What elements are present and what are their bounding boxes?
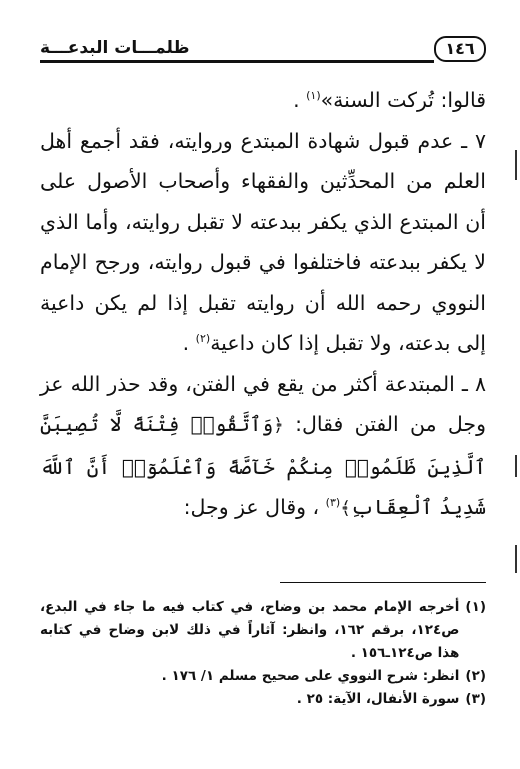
footnote-text: انظر: شرح النووي على صحيح مسلم ١/ ١٧٦ . [161,668,460,684]
scan-edge-mark [515,150,517,180]
paragraph-8-text: ٨ ـ المبتدعة أكثر من يقع في الفتن، وقد حذر الله عز وجل من الفتن فقال: [40,371,487,436]
footnote-number: (٣) [465,691,486,707]
header-title: ظلمـــات البدعـــة [40,38,190,58]
scan-edge-mark [515,545,517,573]
footnote-number: (٢) [465,668,486,684]
footnote-1 [40,596,486,665]
quran-open-ornament: ﴿ [273,415,284,436]
footnote-2 [40,665,486,688]
footnotes [40,596,486,711]
footnote-text: سورة الأنفال، الآية: ٢٥ . [296,691,460,707]
line1-text: قالوا: تُركت السنة» [320,88,486,112]
paragraph-7-text: ٧ ـ عدم قبول شهادة المبتدع وروايته، فقد أجمع أهل العلم من المحدِّثين والفقهاء وأصحاب الأصول على أن المبتدع الذي يكفر ببدعته لا تقبل روايته، وأما الذي لا يكفر ببدعته فاختلفوا في قبول روايته، ورجح الإمام النووي رحمه الله أن روايته تقبل إذا لم يكن داعية إلى بدعته، ولا تقبل إذا كان داعية [40,128,486,355]
footnote-3 [40,688,486,711]
paragraph-continuation [40,80,486,121]
paragraph-8 [40,364,486,530]
footnote-ref-3[interactable]: (٣) [325,496,341,510]
footnote-number: (١) [465,599,486,615]
scan-edge-mark [515,455,517,477]
footnote-ref-2[interactable]: (٢) [195,332,211,346]
quran-close-ornament: ﴾ [340,498,351,519]
page-number-badge: ١٤٦ [434,36,486,62]
paragraph-8-end: ، وقال عز وجل: [183,495,326,519]
paragraph-7 [40,121,486,364]
line1-end: . [293,88,307,112]
footnote-ref-1[interactable]: (١) [306,89,321,103]
main-text [40,80,486,530]
quran-verse: وَٱتَّقُوا۟ فِتْنَةً لَّا تُصِيبَنَّ ٱلَّذِينَ ظَلَمُوا۟ مِنكُمْ خَآصَّةً وَٱعْلَمُوٓا۟ أَنَّ ٱللَّهَ شَدِيدُ ٱلْعِقَابِ [40,412,486,519]
footnote-text: أخرجه الإمام محمد بن وضاح، في كتاب فيه ما جاء في البدع، ص١٢٤، برقم ١٦٢، وانظر: آثاراً في ذلك لابن وضاح في كتابه هذا ص١٢٤ـ١٥٦ . [40,599,460,661]
running-header [40,36,486,66]
footnote-separator [280,582,486,583]
paragraph-7-end: . [182,331,196,355]
header-rule [40,60,434,63]
